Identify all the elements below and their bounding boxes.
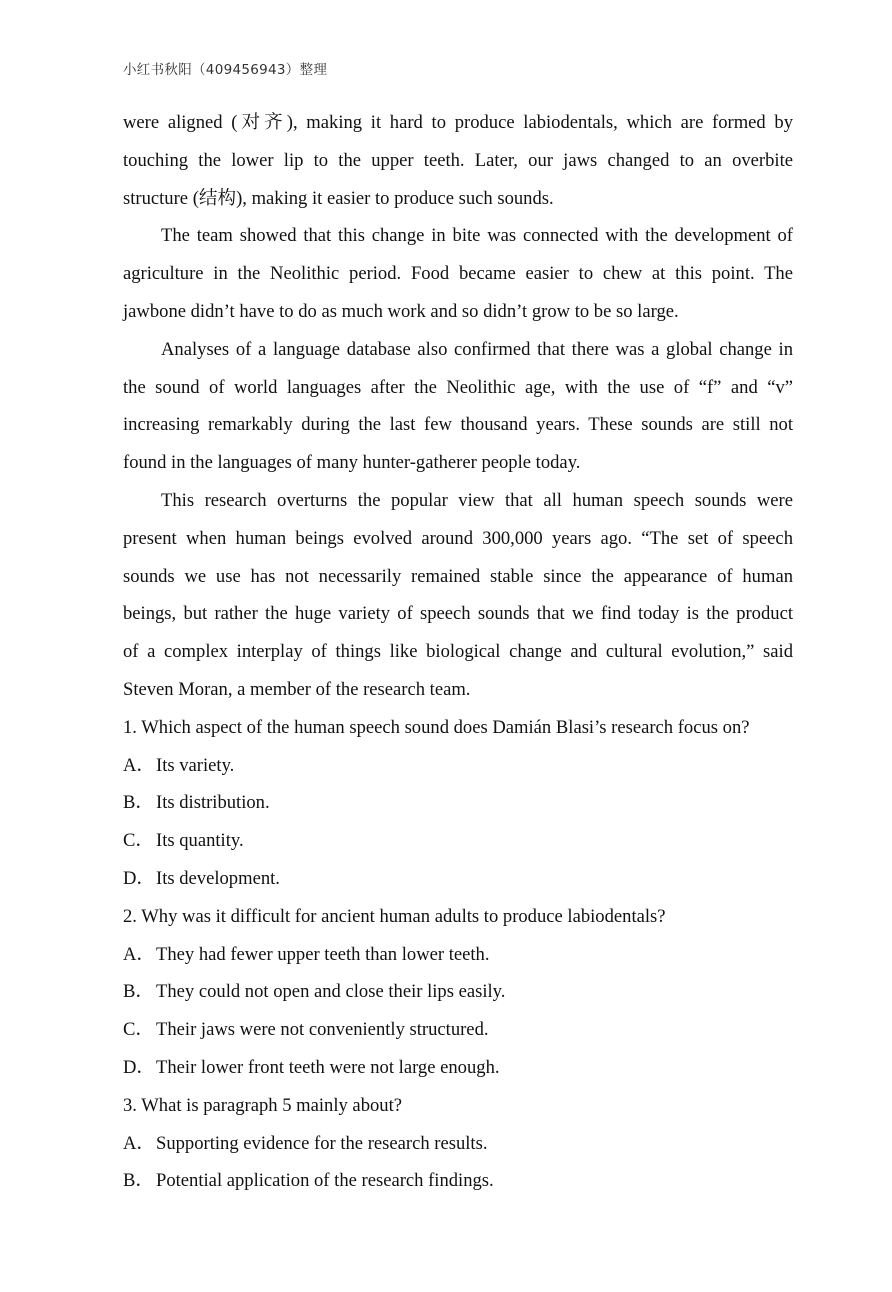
option-letter: D．: [123, 867, 156, 889]
answer-option-2d: [123, 1049, 793, 1087]
answer-option-3b: [123, 1162, 793, 1200]
option-letter: B．: [123, 1170, 154, 1192]
option-letter: A．: [123, 754, 156, 776]
answer-option-1d: [123, 860, 793, 898]
passage-line: touching the lower lip to the upper teeth. Later, our jaws changed to an overbite: [123, 149, 793, 171]
option-text: Potential application of the research findings.: [156, 1170, 494, 1192]
passage-line: the sound of world languages after the Neolithic age, with the use of “f” and “v”: [123, 376, 793, 398]
passage-line: increasing remarkably during the last few thousand years. These sounds are still not: [123, 414, 793, 436]
passage-line: agriculture in the Neolithic period. Food became easier to chew at this point. The: [123, 263, 793, 285]
option-text: Their jaws were not conveniently structured.: [156, 1019, 489, 1041]
option-letter: B．: [123, 792, 154, 814]
question-2: [123, 898, 793, 1087]
option-text: Supporting evidence for the research results.: [156, 1132, 488, 1154]
passage-line: This research overturns the popular view that all human speech sounds were: [161, 489, 793, 511]
option-letter: A．: [123, 1132, 156, 1154]
answer-option-1c: [123, 822, 793, 860]
passage-line: were aligned (对齐), making it hard to produce labiodentals, which are formed by: [123, 112, 793, 133]
question-3: [123, 1087, 793, 1200]
option-letter: A．: [123, 943, 156, 965]
passage: [123, 104, 793, 709]
passage-line: beings, but rather the huge variety of speech sounds that we find today is the product: [123, 603, 793, 625]
option-text: Its quantity.: [156, 830, 244, 852]
option-letter: C．: [123, 1019, 154, 1041]
document-body: [123, 104, 793, 1200]
option-letter: C．: [123, 830, 154, 852]
question-stem: 1. Which aspect of the human speech sound does Damián Blasi’s research focus on?: [123, 716, 750, 738]
answer-option-3a: [123, 1125, 793, 1163]
question-stem: 2. Why was it difficult for ancient human adults to produce labiodentals?: [123, 905, 666, 927]
answer-option-2c: [123, 1011, 793, 1049]
question-1: [123, 709, 793, 898]
answer-option-2a: [123, 936, 793, 974]
passage-line: Analyses of a language database also confirmed that there was a global change in: [161, 338, 793, 360]
passage-line: structure (结构), making it easier to produce such sounds.: [123, 187, 554, 209]
passage-line: sounds we use has not necessarily remained stable since the appearance of human: [123, 565, 793, 587]
passage-line: found in the languages of many hunter-gatherer people today.: [123, 452, 581, 474]
passage-line: of a complex interplay of things like biological change and cultural evolution,” said: [123, 641, 793, 663]
option-text: Their lower front teeth were not large enough.: [156, 1056, 500, 1078]
passage-line: The team showed that this change in bite was connected with the development of: [161, 225, 793, 247]
answer-option-1b: [123, 784, 793, 822]
option-text: They had fewer upper teeth than lower teeth.: [156, 943, 490, 965]
question-stem: 3. What is paragraph 5 mainly about?: [123, 1094, 402, 1116]
option-text: Its distribution.: [156, 792, 270, 814]
passage-line: present when human beings evolved around 300,000 years ago. “The set of speech: [123, 527, 793, 549]
option-text: Its variety.: [156, 754, 235, 776]
option-text: Its development.: [156, 867, 280, 889]
option-text: They could not open and close their lips easily.: [156, 981, 506, 1003]
passage-line: Steven Moran, a member of the research team.: [123, 678, 471, 700]
option-letter: D．: [123, 1056, 156, 1078]
answer-option-1a: [123, 747, 793, 785]
passage-line: jawbone didn’t have to do as much work and so didn’t grow to be so large.: [123, 300, 679, 322]
option-letter: B．: [123, 981, 154, 1003]
answer-option-2b: [123, 973, 793, 1011]
page-header: 小红书秋阳（409456943）整理: [123, 62, 328, 78]
